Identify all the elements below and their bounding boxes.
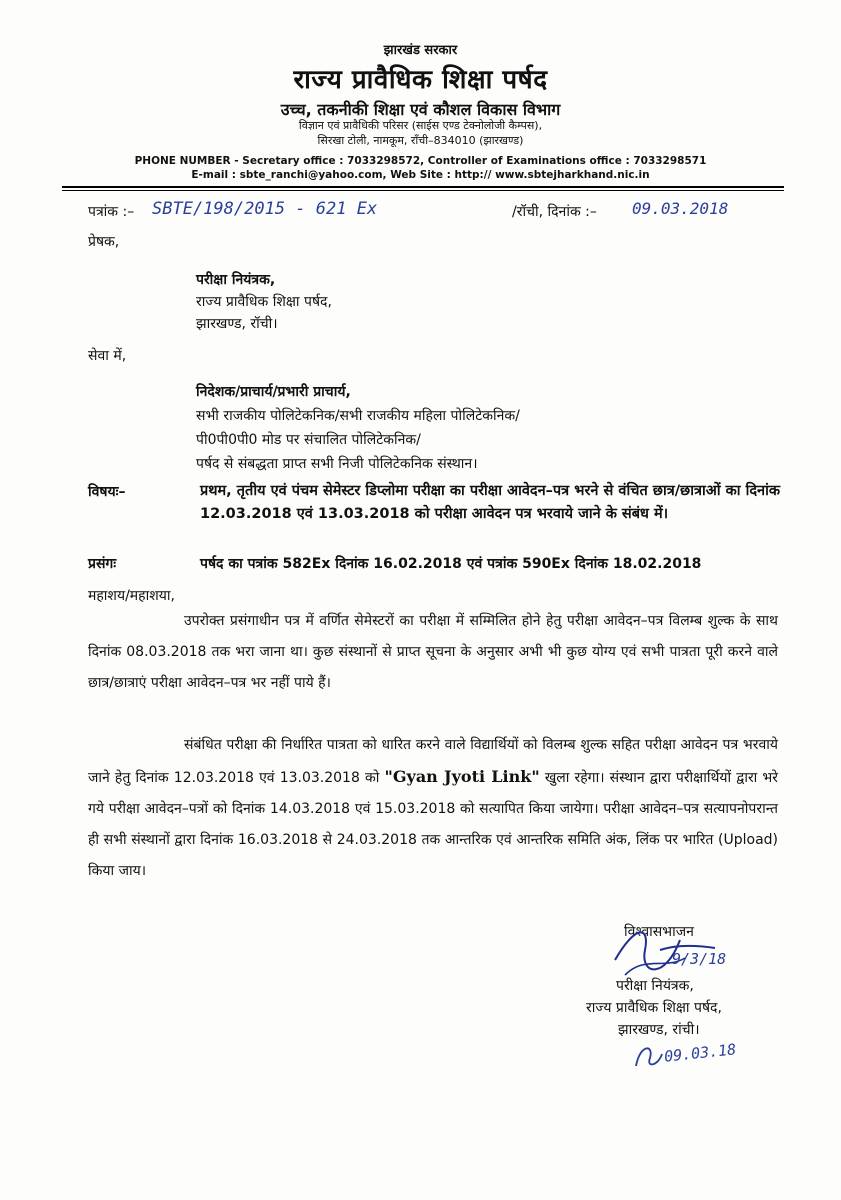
- organization-title: राज्य प्रावैधिक शिक्षा पर्षद: [293, 65, 548, 95]
- date-handwritten: 09.03.2018: [632, 199, 729, 218]
- recipient-line-4: पर्षद से संबद्धता प्राप्त सभी निजी पोलिटेकनिक संस्थान।: [196, 456, 478, 472]
- handwritten-note-date: 09.03.18: [663, 1040, 737, 1066]
- subject-label: विषयः–: [88, 484, 126, 500]
- signature-date-handwritten: 9/3/18: [672, 950, 727, 968]
- address-line-1: विज्ञान एवं प्रावैधिकी परिसर (साईस एण्ड टेक्नोलोजी कैम्पस),: [298, 119, 543, 132]
- subject-text: प्रथम, तृतीय एवं पंचम सेमेस्टर डिप्लोमा परीक्षा का परीक्षा आवेदन–पत्र भरने से वंचित छात्र/छात्राओं का दिनांक 12.03.2018 एवं 13.03.2018 को परीक्षा आवेदन पत्र भरवाये जाने के संबंध में।: [200, 483, 780, 522]
- signatory-line-2: राज्य प्रावैधिक शिक्षा पर्षद,: [586, 1000, 722, 1016]
- sender-line-3: झारखण्ड, रॉची।: [196, 316, 278, 332]
- ref-label: पत्रांक :–: [88, 204, 135, 220]
- body-paragraph-1: उपरोक्त प्रसंगाधीन पत्र में वर्णित सेमेस्टरों का परीक्षा में सम्मिलित होने हेतु परीक्षा आवेदन–पत्र विलम्ब शुल्क के साथ दिनांक 08.03.2018 तक भरा जाना था। कुछ संस्थानों से प्राप्त सूचना के अनुसार अभी भी कुछ योग्य एवं सभी पात्रता पूरी करने वाले छात्र/छात्राएं परीक्षा आवेदन–पत्र भर नहीं पाये हैं।: [88, 613, 778, 691]
- ref-number-handwritten: SBTE/198/2015 - 621 Ex: [152, 199, 378, 219]
- phone-coe: 7033298571: [633, 155, 707, 167]
- address-line-2: सिरखा टोली, नामकूम, राँची–834010 (झारखण्ड): [317, 134, 524, 147]
- reference-text: पर्षद का पत्रांक 582Ex दिनांक 16.02.2018 एवं पत्रांक 590Ex दिनांक 18.02.2018: [200, 556, 702, 572]
- gyan-jyoti-link-text: "Gyan Jyoti Link": [384, 767, 540, 786]
- body-paragraph-2: [88, 730, 778, 887]
- reference-label: प्रसंगः: [88, 556, 117, 572]
- body-paragraph-2-end: खुला रहेगा। संस्थान द्वारा परीक्षार्थियों द्वारा भरे गये परीक्षा आवेदन–पत्रों को दिनांक 14.03.2018 एवं 15.03.2018 को सत्यापित किया जायेगा। परीक्षा आवेदन–पत्र सत्यापनोपरान्त ही सभी संस्थानों द्वारा दिनांक 16.03.2018 से 24.03.2018 तक आन्तरिक एवं आन्तरिक समिति अंक, लिंक पर भारित (Upload) किया जाय।: [88, 770, 779, 879]
- signatory-title: परीक्षा नियंत्रक,: [616, 978, 694, 994]
- letterhead-divider-thin: [62, 190, 784, 191]
- phone-secretary: 7033298572: [347, 155, 421, 167]
- recipient-label: सेवा में,: [88, 348, 127, 364]
- date-label: /रॉची, दिनांक :–: [512, 204, 597, 220]
- recipient-line-2: सभी राजकीय पोलिटेकनिक/सभी राजकीय महिला पोलिटेकनिक/: [196, 408, 520, 424]
- phone-label: PHONE NUMBER - Secretary office :: [134, 155, 344, 167]
- department-name: उच्च, तकनीकी शिक्षा एवं कौशल विकास विभाग: [280, 100, 561, 119]
- website-label: , Web Site :: [382, 169, 451, 181]
- letterhead-divider: [62, 186, 784, 188]
- salutation: महाशय/महाशया,: [88, 588, 175, 604]
- sender-label: प्रेषक,: [88, 234, 120, 250]
- body-paragraph-2-start: संबंधित परीक्षा की निर्धारित पात्रता को धारित करने वाले विद्यार्थियों को विलम्ब शुल्क सहित परीक्षा आवेदन पत्र भरवाये जाने हेतु दिनांक 12.03.2018 एवं 13.03.2018 को: [88, 737, 778, 786]
- recipient-title: निदेशक/प्राचार्य/प्रभारी प्राचार्य,: [196, 384, 351, 400]
- email-label: E-mail :: [191, 169, 236, 181]
- recipient-line-3: पी0पी0पी0 मोड पर संचालित पोलिटेकनिक/: [196, 432, 421, 448]
- signatory-line-3: झारखण्ड, रांची।: [618, 1022, 700, 1038]
- initial-scribble: [628, 1036, 668, 1076]
- phone-coe-label: , Controller of Examinations office :: [420, 155, 630, 167]
- sender-title: परीक्षा नियंत्रक,: [196, 272, 276, 288]
- website-url: http:// www.sbtejharkhand.nic.in: [454, 169, 650, 181]
- email-line: [0, 169, 841, 181]
- closing: विश्वासभाजन: [624, 924, 694, 940]
- email-address: sbte_ranchi@yahoo.com: [239, 169, 383, 181]
- phone-line: [0, 155, 841, 167]
- government-name: झारखंड सरकार: [383, 43, 458, 58]
- sender-line-2: राज्य प्रावैधिक शिक्षा पर्षद,: [196, 294, 332, 310]
